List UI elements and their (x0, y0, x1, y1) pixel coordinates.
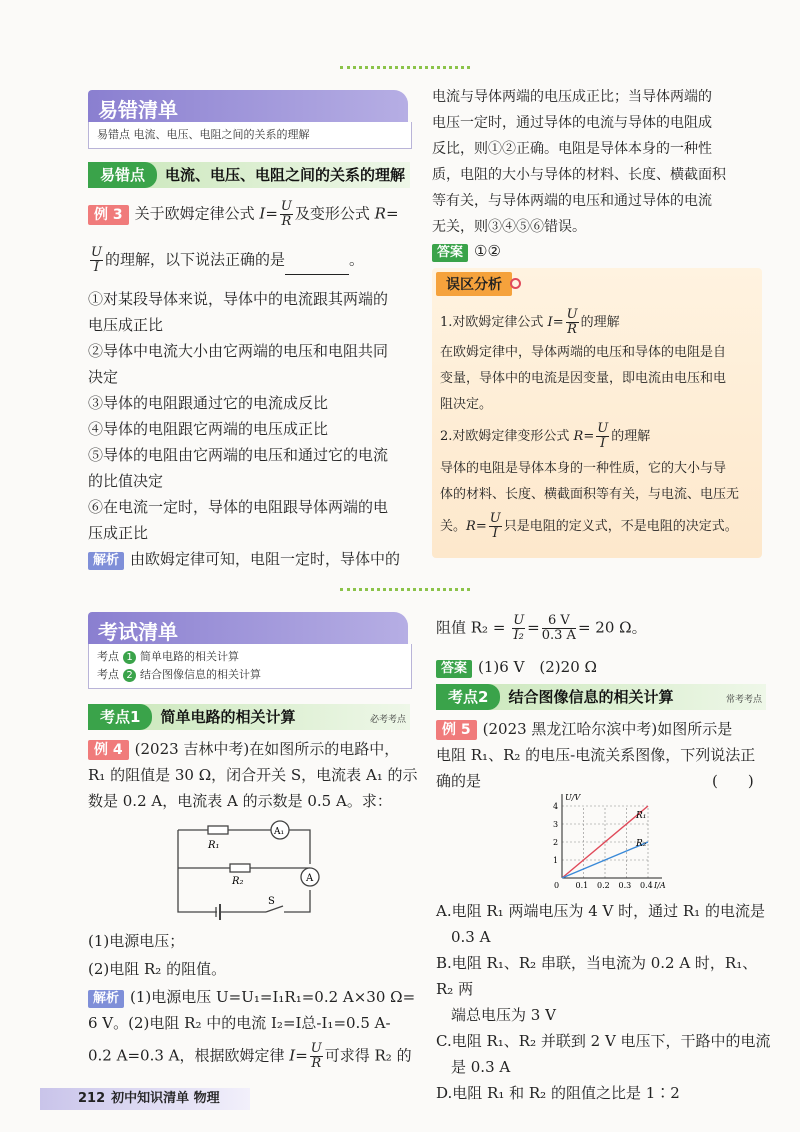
option-line: ①对某段导体来说，导体中的电流跟其两端的 (88, 290, 389, 308)
option-line: 决定 (88, 368, 119, 386)
ex3-tag: 例 3 (88, 205, 129, 225)
section-title-2: 考试清单 (88, 612, 408, 649)
circle-dot-icon (510, 278, 521, 289)
option-line: ⑥在电流一定时，导体的电阻跟导体两端的电 (88, 498, 389, 516)
label-r2: R₂ (232, 876, 244, 887)
x-tick-label: 0.1 (575, 881, 589, 890)
option-line: ②导体中电流大小由它两端的电压和电阻共同 (88, 342, 389, 360)
ex3-stem-2: $\frac{U}{I}$ 的理解，以下说法正确的是 。 (91, 245, 364, 275)
ex3-frac-2: $\frac{U}{I}$ (91, 245, 102, 275)
text-line: 电阻 R₁、R₂ 的电压-电流关系图像，下列说法正 (436, 746, 756, 764)
ex4-analysis: 解析 (1)电源电压 U=U₁=I₁R₁=0.2 A×30 Ω= 6 V。(2)电阻 R₂ 中的电流 I₂=I总-I₁=0.5 A- (88, 988, 416, 1032)
y-tick-label: 1 (553, 856, 559, 865)
kd1-tag: 考点1 (88, 704, 152, 730)
x-tick-label: 0.4 (640, 881, 653, 890)
label-a1: A₁ (274, 827, 285, 837)
text-line: 数是 0.2 A，电流表 A 的示数是 0.5 A。求： (88, 792, 392, 810)
error-point-header (88, 162, 410, 188)
mis-h1: 1.对欧姆定律公式 I= $\frac{U}{R}$ 的理解 (440, 307, 620, 337)
text-line: 电流与导体两端的电压成正比；当导体两端的 (432, 89, 712, 105)
option-line: 端总电压为 3 V (436, 1006, 556, 1024)
circuit-diagram (170, 818, 330, 920)
text-line: 例 5 (2023 黑龙江哈尔滨中考)如图所示是 (436, 716, 766, 742)
section-sub-2: 考点 1 简单电路的相关计算 考点 2 结合图像信息的相关计算 (88, 644, 412, 689)
option-line: 0.3 A (436, 928, 491, 946)
text-line: 电压一定时，通过导体的电流与导体的电阻成 (432, 115, 712, 131)
text-line: 确的是 (436, 772, 482, 790)
x-axis-label: I/A (654, 881, 666, 890)
ex4-stem (88, 736, 418, 814)
mis-p2-last: 关。R= $\frac{U}{I}$ 只是电阻的定义式，不是电阻的决定式。 (440, 511, 738, 541)
answer-2: 答案 (1)6 V (2)20 Ω (436, 654, 597, 680)
answer-blank (285, 258, 349, 275)
y-tick-label: 3 (553, 820, 559, 829)
resistor-r2 (230, 864, 250, 872)
text-line: 变量，导体中的电流是因变量，即电流由电压和电 (440, 371, 727, 386)
label-s: S (268, 896, 275, 907)
text-line: 例 4 (2023 吉林中考)在如图所示的电路中， (88, 736, 418, 762)
ex3-analysis: 解析 由欧姆定律可知，电阻一定时，导体中的 (88, 546, 418, 572)
text-line: 质，电阻的大小与导体的材料、长度、横截面积 (432, 167, 726, 183)
ex5-tag: 例 5 (436, 720, 477, 740)
kd2-header: 考点2 结合图像信息的相关计算 常考考点 (436, 684, 766, 710)
kd1-header: 考点1 简单电路的相关计算 必考考点 (88, 704, 410, 730)
analysis-tag: 解析 (88, 552, 124, 570)
option-line: D.电阻 R₁ 和 R₂ 的阻值之比是 1∶2 (436, 1084, 680, 1102)
option-line: A.电阻 R₁ 两端电压为 4 V 时，通过 R₁ 的电流是 (436, 902, 765, 920)
resistor-r1 (208, 826, 228, 834)
y-tick-label: 4 (553, 802, 559, 811)
mid-dots (340, 588, 470, 595)
section-title-1: 易错清单 (88, 90, 408, 127)
right-analysis-cont (432, 84, 772, 240)
option-line: ④导体的电阻跟它两端的电压成正比 (88, 420, 329, 438)
text-line: 等有关，与导体两端的电压和通过导体的电流 (432, 193, 712, 209)
mis-p2 (440, 456, 760, 508)
answer-tag-1: 答案 (432, 244, 468, 262)
x-tick-label: 0.3 (618, 881, 632, 890)
text-line: 阻决定。 (440, 397, 493, 412)
ex5-options (436, 898, 772, 1106)
option-line: 是 0.3 A (436, 1058, 511, 1076)
text-line: 体的材料、长度、横截面积等有关，与电流、电压无 (440, 487, 740, 502)
ui-chart (540, 792, 670, 892)
error-point-tag: 易错点 (88, 162, 157, 188)
x-tick-label: 0.2 (597, 881, 610, 890)
ex4-q2: (2)电阻 R₂ 的阻值。 (88, 960, 227, 978)
text-line: R₁ 的阻值是 30 Ω，闭合开关 S，电流表 A₁ 的示 (88, 766, 418, 784)
option-line: ⑤导体的电阻由它两端的电压和通过它的电流 (88, 446, 389, 464)
option-line: 电压成正比 (88, 316, 164, 334)
option-line: 的比值决定 (88, 472, 164, 490)
misconception-tag: 误区分析 (436, 272, 512, 296)
ex5-paren: ( ) (712, 772, 754, 790)
option-line: ③导体的电阻跟通过它的电流成反比 (88, 394, 329, 412)
option-line: C.电阻 R₁、R₂ 并联到 2 V 电压下，干路中的电流 (436, 1032, 771, 1050)
text-line: 无关，则③④⑤⑥错误。 (432, 219, 586, 235)
y-axis-label: U/V (565, 793, 581, 802)
ex3-frac-1: $\frac{U}{R}$ (280, 199, 292, 229)
section-sub-1: 易错点 电流、电压、电阻之间的关系的理解 (88, 122, 412, 149)
right2-line1: 阻值 R₂ = $\frac{U}{\text{I₂}}$ = $\frac{6 V}{0.3 A}$ = 20 Ω。 (436, 613, 647, 643)
top-dots (340, 66, 470, 73)
mis-p1 (440, 340, 760, 418)
error-point-title: 电流、电压、电阻之间的关系的理解 (165, 166, 406, 184)
kd2-tag: 考点2 (436, 684, 500, 710)
y-tick-label: 2 (553, 838, 559, 847)
text-line: 反比，则①②正确。电阻是导体本身的一种性 (432, 141, 712, 157)
text-line: 导体的电阻是导体本身的一种性质，它的大小与导 (440, 461, 727, 476)
ex3-stem: 例 3 关于欧姆定律公式 I= $\frac{U}{R}$ 及变形公式 R= (88, 200, 418, 229)
ex4-analysis-3: 0.2 A=0.3 A，根据欧姆定律 I= $\frac{U}{R}$ 可求得 R₂ 的 (88, 1041, 412, 1071)
option-line: B.电阻 R₁、R₂ 串联，当电流为 0.2 A 时，R₁、R₂ 两 (436, 954, 758, 998)
series-label-2: R₂ (636, 839, 647, 849)
answer-1: 答案 ①② (432, 238, 501, 264)
label-a: A (306, 873, 314, 884)
footer: 212 初中知识清单 物理 (40, 1088, 250, 1110)
series-label-1: R₁ (636, 811, 647, 821)
ex4-tag: 例 4 (88, 740, 129, 760)
ex3-options (88, 286, 418, 546)
ex4-q1: (1)电源电压； (88, 932, 185, 950)
x-tick-label: 0 (554, 881, 560, 890)
mis-h2: 2.对欧姆定律变形公式 R= $\frac{U}{I}$ 的理解 (440, 421, 651, 451)
text-line: 在欧姆定律中，导体两端的电压和导体的电阻是自 (440, 345, 727, 360)
label-r1: R₁ (208, 840, 220, 851)
option-line: 压成正比 (88, 524, 149, 542)
